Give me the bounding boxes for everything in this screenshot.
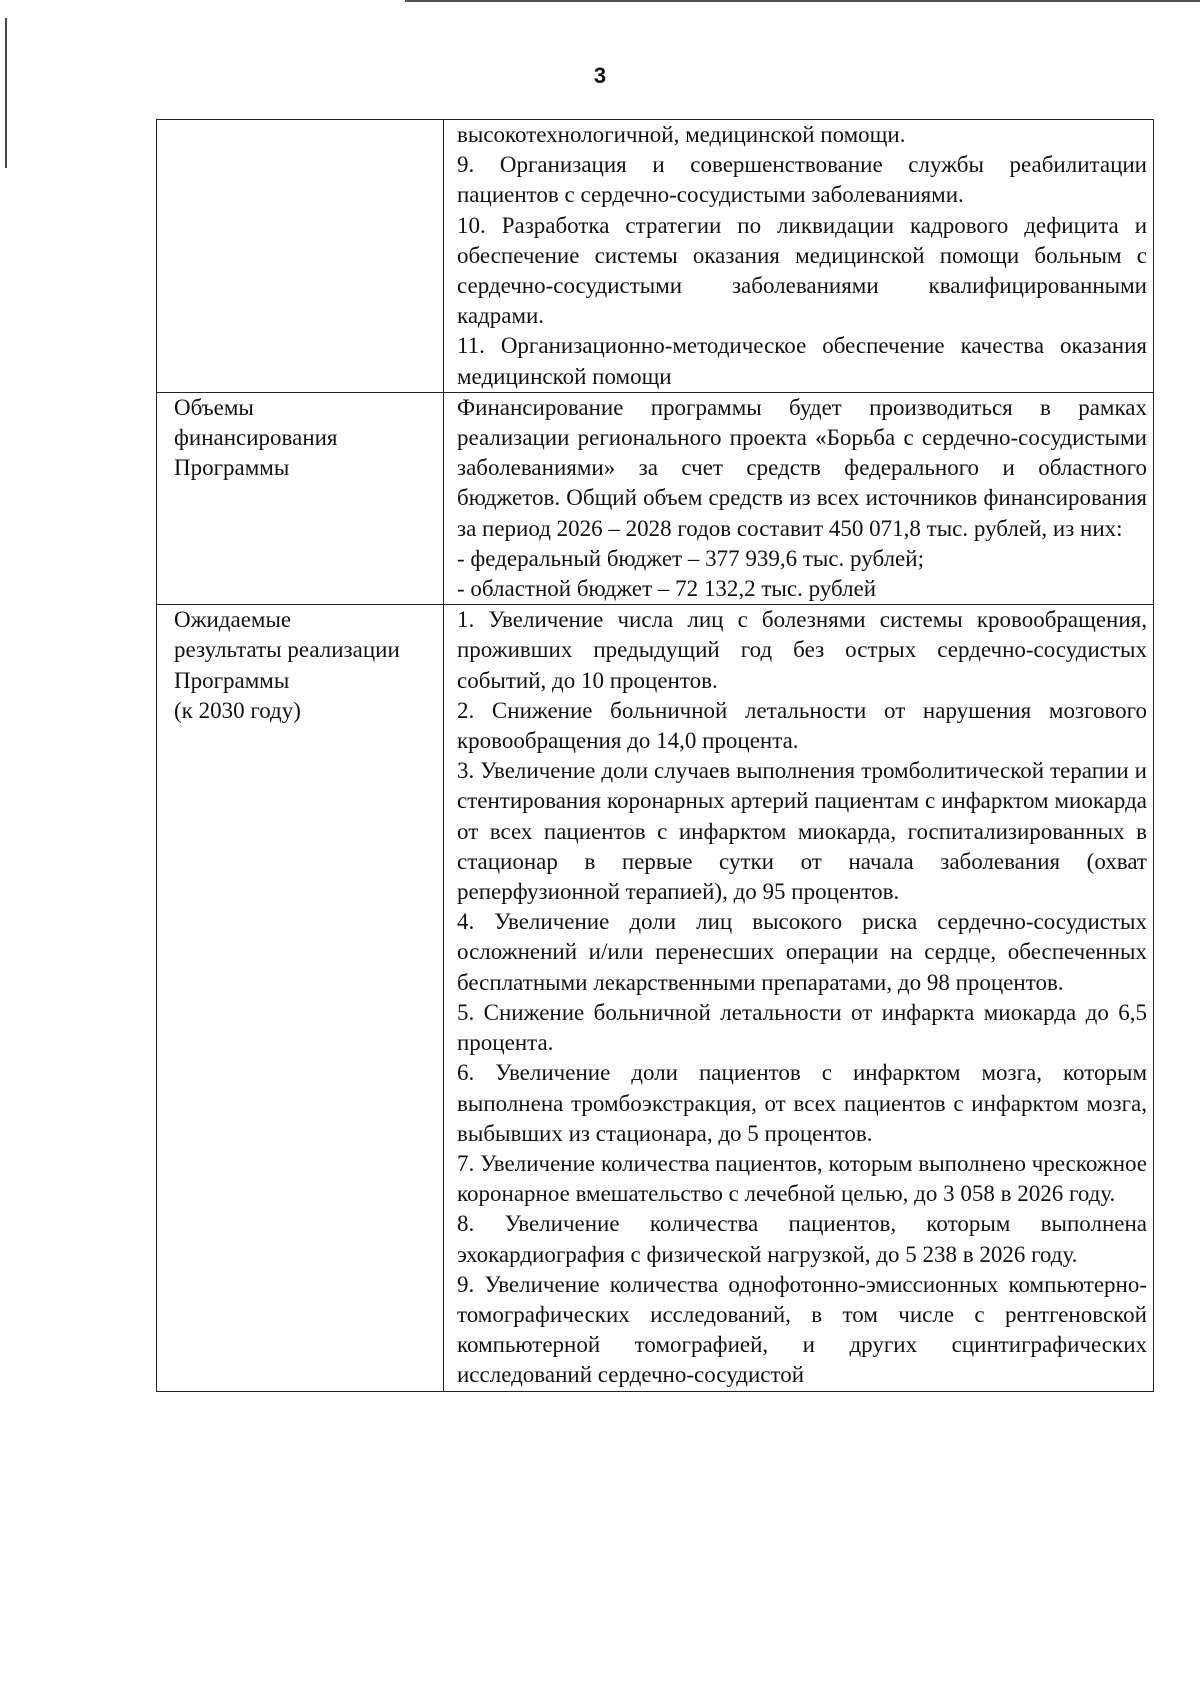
paragraph: 1. Увеличение числа лиц с болезнями системы кровообращения, проживших предыдущий год без острых сердечно-сосудистых событий, до 10 процентов. — [457, 607, 1147, 693]
paragraph: 10. Разработка стратегии по ликвидации кадрового дефицита и обеспечение системы оказания медицинской помощи больным с сердечно-сосудистыми заболеваниями квалифицированными кадрами. — [457, 212, 1147, 329]
label-line: Программы — [174, 455, 290, 481]
paragraph: - федеральный бюджет – 377 939,6 тыс. рублей; — [457, 545, 924, 571]
label-line: (к 2030 году) — [174, 697, 301, 723]
paragraph: - областной бюджет – 72 132,2 тыс. рублей — [457, 576, 877, 602]
row-content-tasks — [444, 120, 1154, 393]
paragraph: 4. Увеличение доли лиц высокого риска сердечно-сосудистых осложнений и/или перенесших операции на сердце, обеспеченных бесплатными лекарственными препаратами, до 98 процентов. — [457, 909, 1147, 995]
table-row — [157, 605, 1154, 1391]
scan-edge-top — [405, 0, 1200, 2]
paragraph: 6. Увеличение доли пациентов с инфарктом мозга, которым выполнена тромбоэкстракция, от всех пациентов с инфарктом мозга, выбывших из стационара, до 5 процентов. — [457, 1060, 1147, 1146]
paragraph: 3. Увеличение доли случаев выполнения тромболитической терапии и стентирования коронарных артерий пациентам с инфарктом миокарда от всех пациентов с инфарктом миокарда, госпитализированных в стационар в первые сутки от начала заболевания (охват реперфузионной терапией), до 95 процентов. — [457, 758, 1147, 905]
paragraph: высокотехнологичной, медицинской помощи. — [457, 122, 906, 147]
page-number: 3 — [593, 63, 607, 88]
label-line: результаты реализации — [174, 637, 400, 663]
paragraph: 5. Снижение больничной летальности от инфаркта миокарда до 6,5 процента. — [457, 999, 1147, 1056]
label-line: Программы — [174, 667, 290, 693]
program-passport-table — [156, 119, 1154, 1392]
table-row — [157, 392, 1154, 604]
paragraph: Финансирование программы будет производиться в рамках реализации регионального проекта «Борьба с сердечно-сосудистыми заболеваниями» за счет средств федерального и областного бюджетов. Общий объем средств из всех источников финансирования за период 2026 – 2028 годов составит 450 071,8 тыс. рублей, из них: — [457, 394, 1147, 541]
paragraph: 7. Увеличение количества пациентов, которым выполнено чрескожное коронарное вмешательство с лечебной целью, до 3 058 в 2026 году. — [457, 1150, 1147, 1207]
row-label — [157, 120, 444, 393]
row-label — [157, 392, 444, 604]
paragraph: 9. Увеличение количества однофотонно-эмиссионных компьютерно-томографических исследований, в том числе с рентгеновской компьютерной томографией, и других сцинтиграфических исследований сердечно-сосудистой — [457, 1271, 1147, 1388]
row-content-financing — [444, 392, 1154, 604]
paragraph: 11. Организационно-методическое обеспечение качества оказания медицинской помощи — [457, 333, 1147, 389]
label-line: Объемы — [174, 394, 254, 420]
paragraph: 8. Увеличение количества пациентов, которым выполнена эхокардиография с физической нагрузкой, до 5 238 в 2026 году. — [457, 1211, 1147, 1267]
row-label — [157, 605, 444, 1391]
paragraph: 9. Организация и совершенствование службы реабилитации пациентов с сердечно-сосудистыми заболеваниями. — [457, 152, 1147, 208]
row-content-results — [444, 605, 1154, 1391]
paragraph: 2. Снижение больничной летальности от нарушения мозгового кровообращения до 14,0 процента. — [457, 697, 1147, 754]
scan-edge-left — [5, 18, 7, 168]
table-row — [157, 120, 1154, 393]
label-line: финансирования — [174, 425, 338, 451]
label-line: Ожидаемые — [174, 607, 292, 633]
